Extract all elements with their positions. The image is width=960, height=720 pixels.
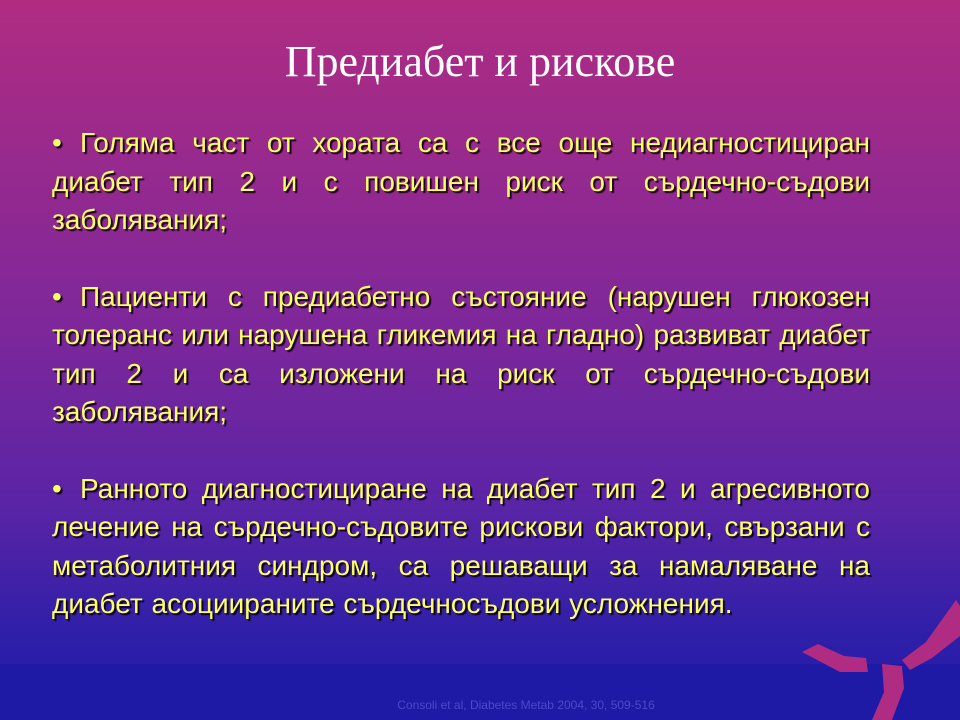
- bullet-text: Пациенти с предиабетно състояние (нарушен глюкозен толеранс или нарушена гликемия на гладно) развиват диабет тип 2 и са изложени на риск от сърдечно-съдови заболявания;: [52, 280, 870, 427]
- logo-leg: [872, 664, 904, 720]
- bullet-item: [52, 124, 870, 240]
- logo-arm-left: [802, 644, 868, 672]
- bullet-marker: •: [52, 472, 62, 504]
- bullet-list: [52, 124, 870, 624]
- bullet-text: Голяма част от хората са с все още недиагностициран диабет тип 2 и с повишен риск от сърдечно-съдови заболявания;: [52, 127, 870, 235]
- slide-title: Предиабет и рискове: [284, 37, 676, 86]
- logo-arm-right: [902, 600, 960, 670]
- person-figure-logo-icon: [798, 592, 960, 720]
- bullet-marker: •: [52, 127, 62, 158]
- bullet-text: Ранното диагностициране на диабет тип 2 и агресивното лечение на сърдечно-съдовите рискови фактори, свързани с метаболитния синдром, са решаващи за намаляване на диабет асоциираните сърдечносъдови усложнения.: [52, 472, 870, 619]
- bullet-marker: •: [52, 280, 62, 312]
- bullet-item: [52, 278, 870, 432]
- citation: Consoli et al, Diabetes Metab 2004, 30, 509-516: [397, 698, 655, 712]
- bullet-item: [52, 470, 870, 624]
